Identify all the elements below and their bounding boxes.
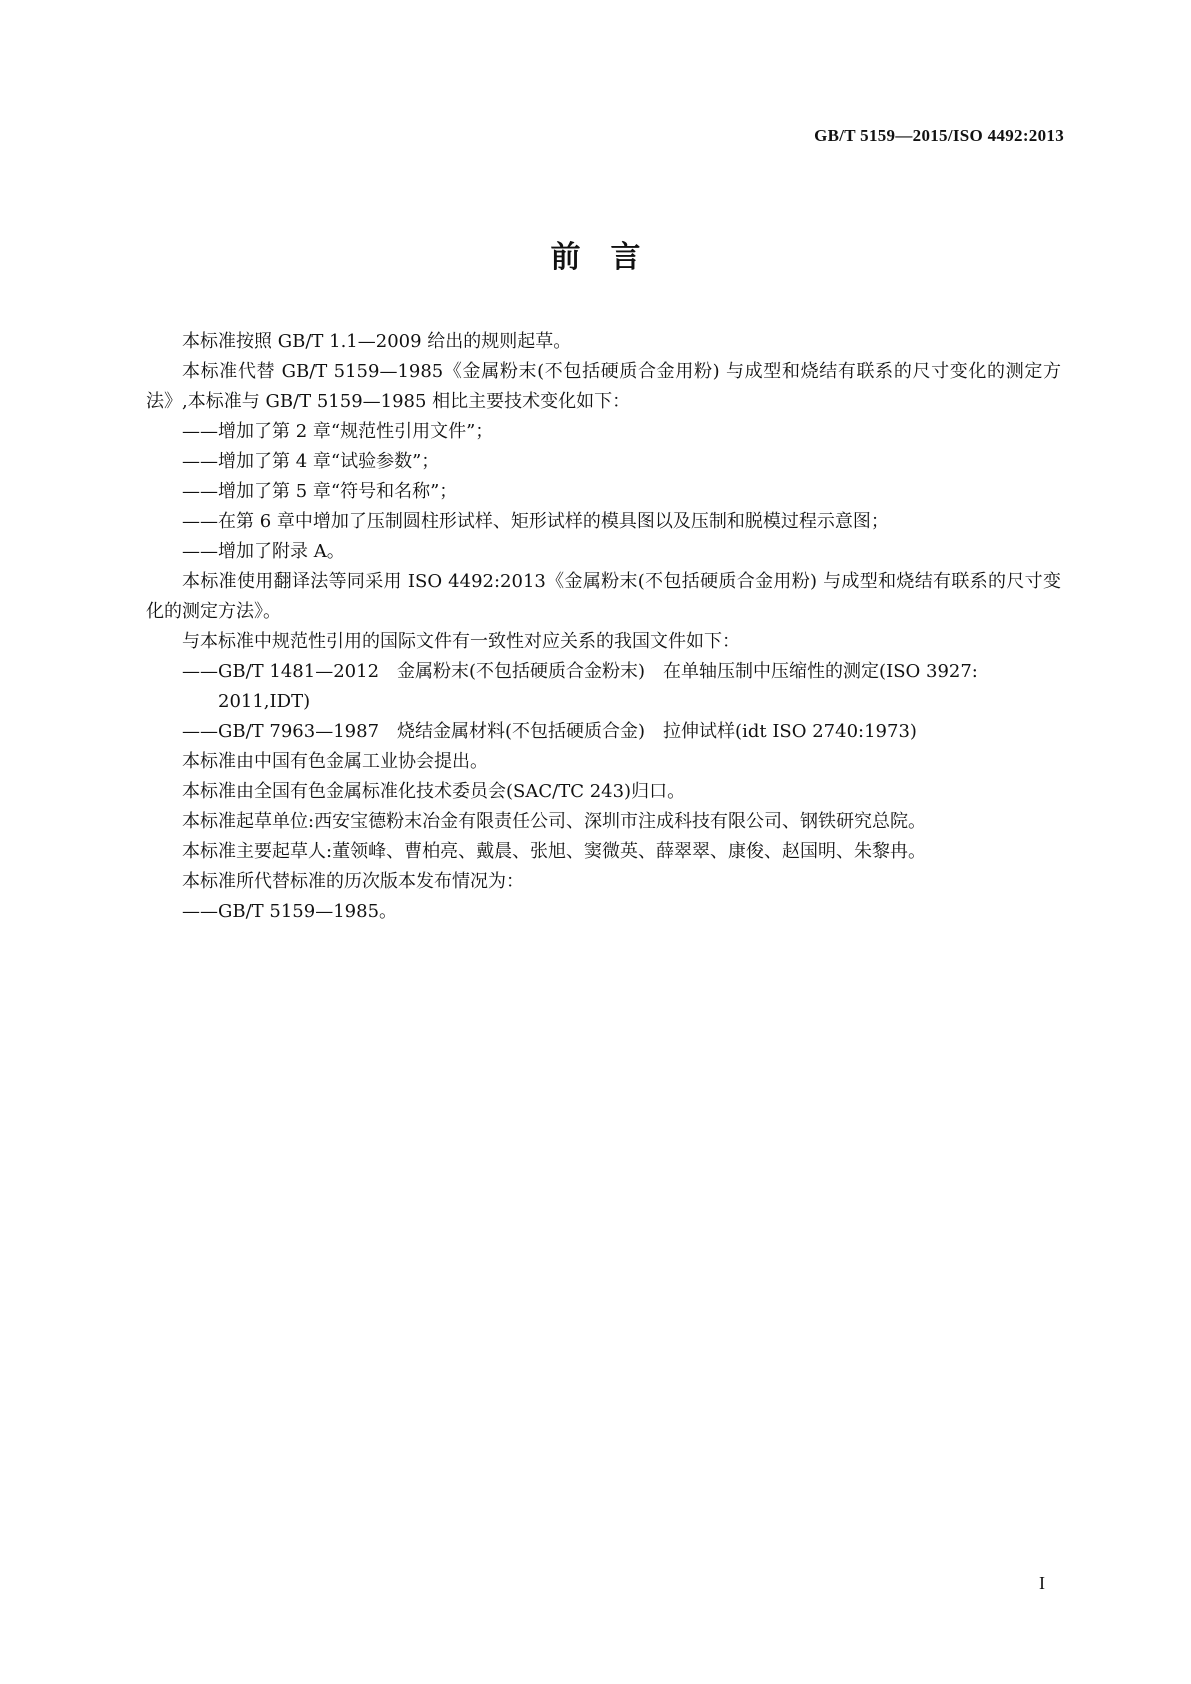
change-item: ——增加了第 2 章“规范性引用文件”； xyxy=(182,421,494,442)
paragraph-drafters: 本标准主要起草人:董领峰、曹柏亮、戴晨、张旭、窦微英、薛翠翠、康俊、赵国明、朱黎冉。 xyxy=(182,841,927,862)
paragraph-adoption: 本标准使用翻译法等同采用 ISO 4492:2013《金属粉末(不包括硬质合金用粉) 与成型和烧结有联系的尺寸变化的测定方法》。 xyxy=(146,571,1061,622)
change-item: ——在第 6 章中增加了压制圆柱形试样、矩形试样的模具图以及压制和脱模过程示意图； xyxy=(182,511,889,532)
paragraph-correspondence: 与本标准中规范性引用的国际文件有一致性对应关系的我国文件如下： xyxy=(182,631,740,652)
page-title: 前 言 xyxy=(550,240,641,275)
reference-line: ——GB/T 1481—2012 金属粉末(不包括硬质合金粉末) 在单轴压制中压缩性的测定(ISO 3927: xyxy=(182,661,978,682)
history-item: ——GB/T 5159—1985。 xyxy=(182,901,398,922)
paragraph-replacement: 本标准代替 GB/T 5159—1985《金属粉末(不包括硬质合金用粉) 与成型和烧结有联系的尺寸变化的测定方法》,本标准与 GB/T 5159—1985 相比主要技术变化如下： xyxy=(146,361,1061,412)
foreword-body xyxy=(146,327,1061,927)
reference-item xyxy=(146,657,1061,717)
paragraph-history-intro: 本标准所代替标准的历次版本发布情况为： xyxy=(182,871,524,892)
paragraph-drafting-rules: 本标准按照 GB/T 1.1—2009 给出的规则起草。 xyxy=(182,331,572,352)
paragraph-proposer: 本标准由中国有色金属工业协会提出。 xyxy=(182,751,488,772)
paragraph-drafting-units: 本标准起草单位:西安宝德粉末冶金有限责任公司、深圳市注成科技有限公司、钢铁研究总院。 xyxy=(182,811,927,832)
change-item: ——增加了附录 A。 xyxy=(182,541,345,562)
reference-item xyxy=(146,717,1061,747)
reference-continuation: 2011,IDT) xyxy=(218,691,311,712)
reference-line: ——GB/T 7963—1987 烧结金属材料(不包括硬质合金) 拉伸试样(idt ISO 2740:1973) xyxy=(182,721,917,742)
page-number: I xyxy=(1039,1573,1045,1593)
change-item: ——增加了第 4 章“试验参数”； xyxy=(182,451,440,472)
paragraph-technical-committee: 本标准由全国有色金属标准化技术委员会(SAC/TC 243)归口。 xyxy=(182,781,686,802)
change-item: ——增加了第 5 章“符号和名称”； xyxy=(182,481,458,502)
standard-code-header: GB/T 5159—2015/ISO 4492:2013 xyxy=(814,126,1064,145)
